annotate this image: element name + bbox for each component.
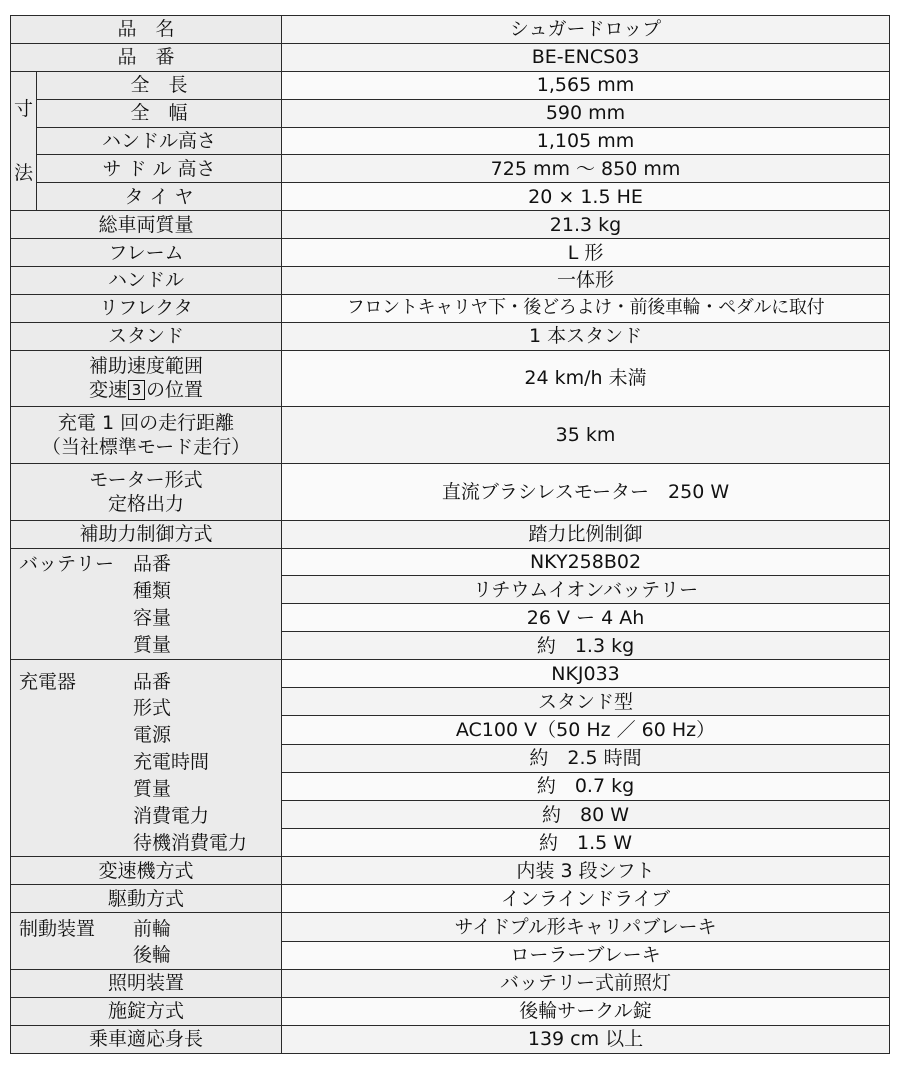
label-rider-height: 乗車適応身長	[11, 1025, 282, 1053]
value-brake-front: サイドプル形キャリパブレーキ	[282, 913, 890, 941]
label-range-line1: 充電 1 回の走行距離	[57, 411, 235, 434]
battery-label-0: 品番	[133, 553, 172, 576]
label-total-width: 全 幅	[37, 99, 282, 127]
value-brake-rear: ローラーブレーキ	[282, 941, 890, 969]
brake-rear-label: 後輪	[133, 944, 172, 967]
value-handle: 一体形	[282, 267, 890, 295]
spec-row-charger-0	[11, 660, 890, 688]
gear-number-box: 3	[128, 380, 145, 400]
charger-label-5: 消費電力	[133, 805, 210, 828]
dimensions-group-top: 寸	[13, 98, 33, 120]
battery-label-2: 容量	[133, 606, 172, 629]
charger-group-label	[11, 660, 282, 857]
label-reflector: リフレクタ	[11, 294, 282, 322]
spec-row-handle-height	[11, 127, 890, 155]
battery-group-name: バッテリー	[19, 553, 115, 576]
charger-label-4: 質量	[133, 778, 172, 801]
value-range: 35 km	[282, 406, 890, 463]
value-charger-4: 約 0.7 kg	[282, 772, 890, 800]
label-assist-speed-line2b: の位置	[146, 379, 204, 402]
label-lighting: 照明装置	[11, 969, 282, 997]
value-total-length: 1,565 mm	[282, 71, 890, 99]
value-frame: L 形	[282, 239, 890, 267]
label-range-line2: （当社標準モード走行）	[41, 435, 251, 458]
value-battery-0: NKY258B02	[282, 548, 890, 576]
spec-table	[10, 15, 890, 1054]
spec-row-drive	[11, 885, 890, 913]
value-total-width: 590 mm	[282, 99, 890, 127]
label-motor	[11, 463, 282, 520]
spec-row-battery-0	[11, 548, 890, 576]
charger-label-0: 品番	[133, 670, 172, 693]
value-model-number: BE-ENCS03	[282, 43, 890, 71]
spec-row-total-weight	[11, 211, 890, 239]
brakes-group-name: 制動装置	[19, 917, 96, 940]
brakes-group-label	[11, 913, 282, 970]
charger-group-name: 充電器	[19, 670, 77, 693]
spec-row-tire	[11, 183, 890, 211]
label-transmission: 変速機方式	[11, 857, 282, 885]
label-frame: フレーム	[11, 239, 282, 267]
label-tire: タ イ ヤ	[37, 183, 282, 211]
label-assist-speed-line2a: 変速	[88, 379, 127, 402]
value-charger-0: NKJ033	[282, 660, 890, 688]
value-tire: 20 × 1.5 HE	[282, 183, 890, 211]
label-product-name: 品 名	[11, 16, 282, 44]
spec-row-frame	[11, 239, 890, 267]
value-charger-2: AC100 V（50 Hz ／ 60 Hz）	[282, 716, 890, 744]
value-lock: 後輪サークル錠	[282, 997, 890, 1025]
charger-label-6: 待機消費電力	[133, 831, 248, 854]
value-charger-6: 約 1.5 W	[282, 829, 890, 857]
value-saddle-height: 725 mm ～ 850 mm	[282, 155, 890, 183]
label-assist-speed	[11, 350, 282, 406]
battery-label-3: 質量	[133, 633, 172, 656]
spec-row-lock	[11, 997, 890, 1025]
label-motor-line2: 定格出力	[108, 492, 185, 515]
value-assist-control: 踏力比例制御	[282, 520, 890, 548]
dimensions-group-bottom: 法	[13, 162, 33, 184]
spec-row-stand	[11, 322, 890, 350]
spec-row-handle	[11, 267, 890, 295]
spec-row-reflector	[11, 294, 890, 322]
label-saddle-height: サ ド ル 高さ	[37, 155, 282, 183]
label-assist-control: 補助力制御方式	[11, 520, 282, 548]
value-drive: インラインドライブ	[282, 885, 890, 913]
label-lock: 施錠方式	[11, 997, 282, 1025]
value-total-weight: 21.3 kg	[282, 211, 890, 239]
spec-row-model-number	[11, 43, 890, 71]
value-battery-3: 約 1.3 kg	[282, 632, 890, 660]
spec-row-assist-control	[11, 520, 890, 548]
charger-label-3: 充電時間	[133, 751, 210, 774]
label-handle-height: ハンドル高さ	[37, 127, 282, 155]
charger-label-1: 形式	[133, 697, 172, 720]
value-charger-1: スタンド型	[282, 688, 890, 716]
spec-row-lighting	[11, 969, 890, 997]
value-rider-height: 139 cm 以上	[282, 1025, 890, 1053]
spec-row-rider-height	[11, 1025, 890, 1053]
spec-row-saddle-height	[11, 155, 890, 183]
value-stand: 1 本スタンド	[282, 322, 890, 350]
battery-group-label	[11, 548, 282, 660]
value-assist-speed: 24 km/h 未満	[282, 350, 890, 406]
label-drive: 駆動方式	[11, 885, 282, 913]
value-lighting: バッテリー式前照灯	[282, 969, 890, 997]
spec-row-motor	[11, 463, 890, 520]
label-assist-speed-line2	[11, 378, 281, 402]
brake-front-label: 前輪	[133, 917, 172, 940]
spec-row-product-name	[11, 16, 890, 44]
label-total-length: 全 長	[37, 71, 282, 99]
value-handle-height: 1,105 mm	[282, 127, 890, 155]
spec-row-total-length	[11, 71, 890, 99]
value-reflector: フロントキャリヤ下・後どろよけ・前後車輪・ペダルに取付	[282, 294, 890, 322]
value-battery-1: リチウムイオンバッテリー	[282, 576, 890, 604]
value-charger-5: 約 80 W	[282, 801, 890, 829]
label-range	[11, 406, 282, 463]
label-stand: スタンド	[11, 322, 282, 350]
spec-row-brake-front	[11, 913, 890, 941]
value-charger-3: 約 2.5 時間	[282, 744, 890, 772]
value-transmission: 内装 3 段シフト	[282, 857, 890, 885]
label-handle: ハンドル	[11, 267, 282, 295]
label-model-number: 品 番	[11, 43, 282, 71]
spec-row-assist-speed	[11, 350, 890, 406]
label-motor-line1: モーター形式	[89, 468, 203, 491]
spec-row-range	[11, 406, 890, 463]
value-product-name: シュガードロップ	[282, 16, 890, 44]
value-battery-2: 26 V ー 4 Ah	[282, 604, 890, 632]
charger-label-2: 電源	[133, 724, 172, 747]
dimensions-group-label	[11, 71, 37, 210]
label-assist-speed-line1: 補助速度範囲	[89, 355, 204, 378]
value-motor: 直流ブラシレスモーター 250 W	[282, 463, 890, 520]
spec-row-total-width	[11, 99, 890, 127]
label-total-weight: 総車両質量	[11, 211, 282, 239]
spec-row-transmission	[11, 857, 890, 885]
battery-label-1: 種類	[133, 579, 172, 602]
